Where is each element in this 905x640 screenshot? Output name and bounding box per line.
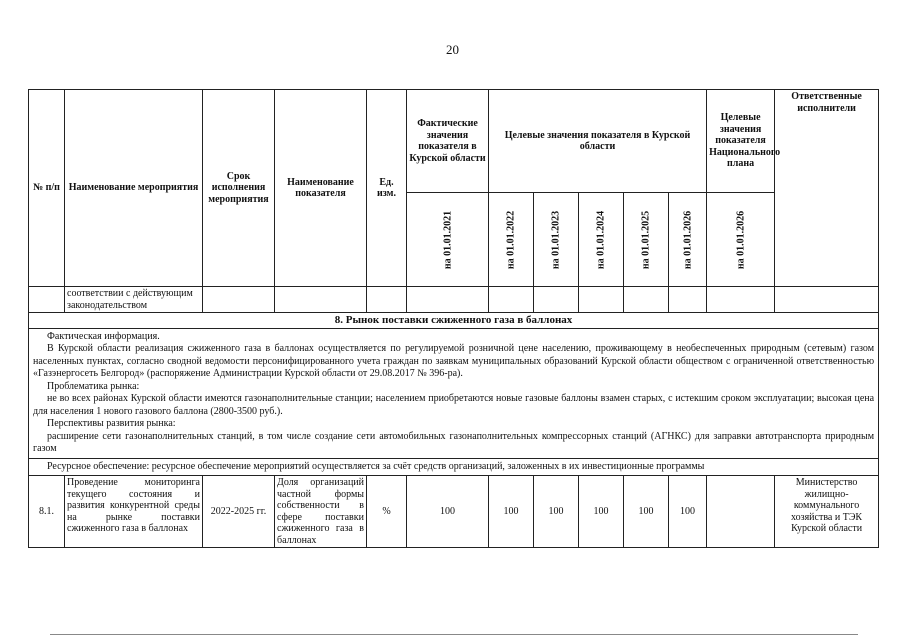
- page-bottom-rule: [50, 634, 858, 635]
- info-fact-text: В Курской области реализация сжиженного газа в баллонах осуществляется по регулируемой розничной цене населению, проживающему в необеспеченных природным (сетевым) газом населенных пунктах, согласно сводной ведомости персонифицированного учета граждан по заявкам муниципальных образований Курской области обществом с ограниченной ответственностью «Газэнергосеть Белгород» (распоряжение Администрации Курской области от 29.08.2017 № 396-ра).: [33, 343, 875, 380]
- header-actual: Фактические значения показателя в Курской области: [407, 90, 489, 193]
- carry-over-row: [29, 287, 879, 313]
- row-actual-2021: 100: [407, 476, 489, 548]
- header-national-date: на 01.01.2026: [707, 193, 775, 287]
- row-target-2024: 100: [579, 476, 624, 548]
- header-date-2026: на 01.01.2026: [669, 193, 707, 287]
- header-indicator: Наименование показателя: [275, 90, 367, 287]
- header-event: Наименование мероприятия: [65, 90, 203, 287]
- header-date-2022: на 01.01.2022: [489, 193, 534, 287]
- row-target-2026: 100: [669, 476, 707, 548]
- measures-table: [28, 89, 879, 548]
- row-target-2023: 100: [534, 476, 579, 548]
- header-national: Целевые значения показателя Национального плана: [707, 90, 775, 193]
- table-row: [29, 476, 879, 548]
- info-problem-heading: Проблематика рынка:: [47, 380, 140, 392]
- page-number: 20: [446, 42, 459, 57]
- row-num: 8.1.: [29, 476, 65, 548]
- header-deadline: Срок исполнения мероприятия: [203, 90, 275, 287]
- header-date-2025: на 01.01.2025: [624, 193, 669, 287]
- row-indicator: Доля организаций частной формы собственности в сфере поставки сжиженного газа в баллонах: [275, 476, 367, 548]
- header-target: Целевые значения показателя в Курской области: [489, 90, 707, 193]
- row-unit: %: [367, 476, 407, 548]
- section-title: 8. Рынок поставки сжиженного газа в баллонах: [29, 313, 879, 329]
- section-info: [29, 328, 879, 458]
- row-target-2022: 100: [489, 476, 534, 548]
- info-prospects-text: расширение сети газонаполнительных станций, в том числе создание сети автомобильных газонаполнительных компрессорных станций (АГНКС) для заправки автотранспорта природным газом: [33, 430, 875, 455]
- header-date-2024: на 01.01.2024: [579, 193, 624, 287]
- row-event: Проведение мониторинга текущего состояния и развития конкурентной среды на рынке поставки сжиженного газа в баллонах: [65, 476, 203, 548]
- info-fact-heading: Фактическая информация.: [47, 330, 160, 342]
- header-responsible: Ответственные исполнители: [775, 90, 879, 287]
- info-problem-text: не во всех районах Курской области имеются газонаполнительные станции; населением приобретаются новые газовые баллоны взамен старых, с истекшим сроком эксплуатации; высокая цена для населения 1 нового газового баллона (2800-3500 руб.).: [33, 393, 875, 417]
- header-date-2021: на 01.01.2021: [407, 193, 489, 287]
- header-unit: Ед. изм.: [367, 90, 407, 287]
- row-target-2025: 100: [624, 476, 669, 548]
- row-national: [707, 476, 775, 548]
- info-prospects-heading: Перспективы развития рынка:: [47, 418, 176, 430]
- row-deadline: 2022-2025 гг.: [203, 476, 275, 548]
- carry-over-text: соответствии с действующим законодательством: [65, 287, 203, 313]
- resources-text: Ресурсное обеспечение: ресурсное обеспечение мероприятий осуществляется за счёт средств организаций, заложенных в их инвестиционные программы: [29, 458, 879, 476]
- header-num: № п/п: [29, 90, 65, 287]
- header-date-2023: на 01.01.2023: [534, 193, 579, 287]
- row-responsible: Министерство жилищно-коммунального хозяйства и ТЭК Курской области: [775, 476, 879, 548]
